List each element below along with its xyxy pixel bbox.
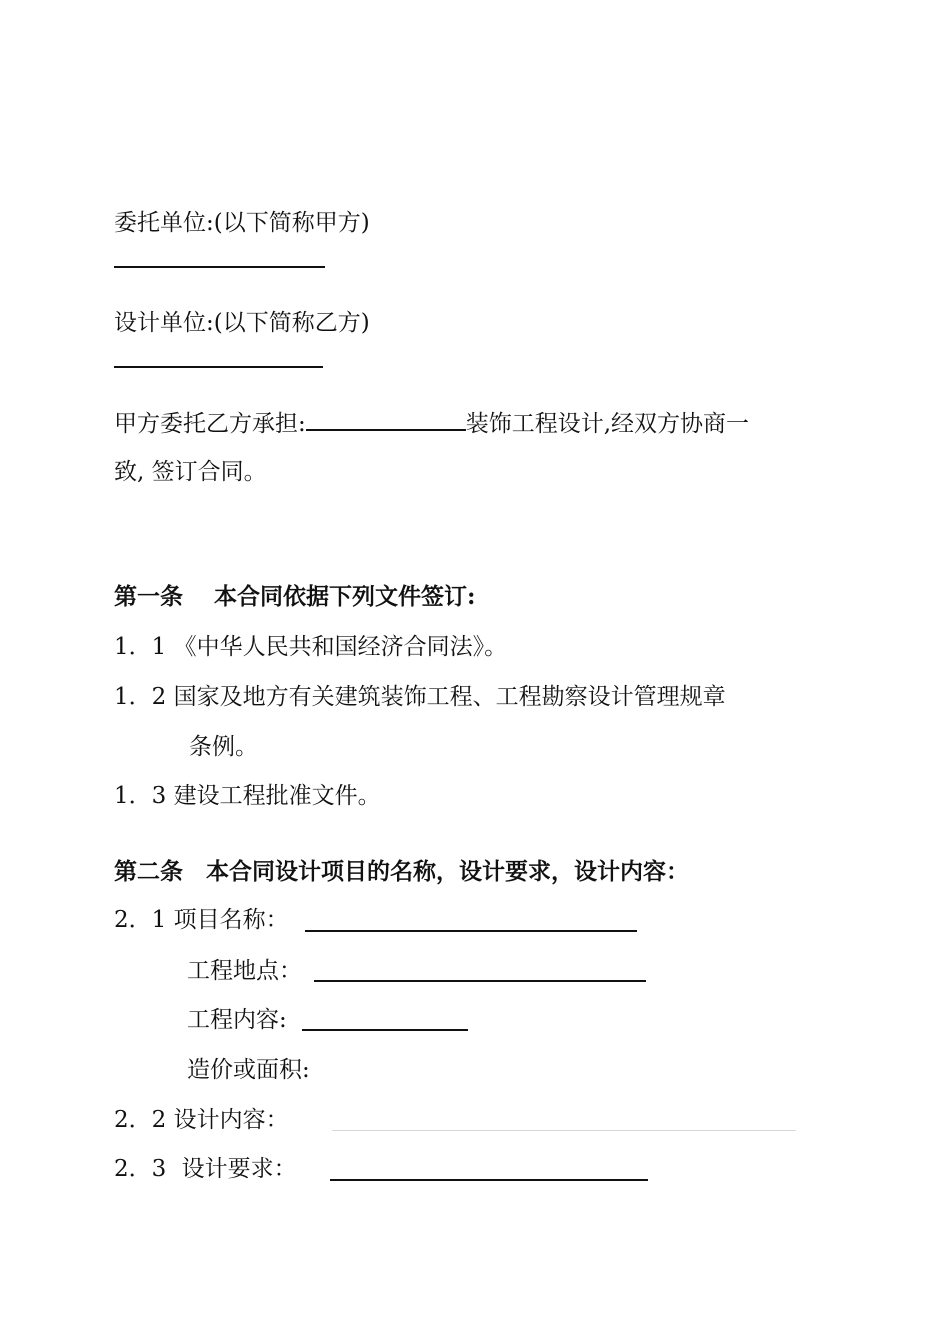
item-number: 2．3 bbox=[114, 1156, 167, 1182]
article1-item-2-continued: 条例。 bbox=[189, 734, 258, 760]
intro-text-after: 装饰工程设计,经双方协商一 bbox=[465, 411, 750, 437]
article2-heading: 第二条 本合同设计项目的名称，设计要求，设计内容： bbox=[114, 858, 689, 885]
item-text: 建设工程批准文件。 bbox=[173, 783, 381, 809]
item-number: 1．3 bbox=[114, 783, 167, 809]
client-blank bbox=[114, 266, 325, 268]
intro-line-2: 致, 签订合同。 bbox=[114, 459, 267, 485]
design-content-label: 设计内容： bbox=[173, 1107, 289, 1133]
location-blank bbox=[314, 980, 646, 982]
article2-item-1 bbox=[114, 905, 289, 935]
content-label: 工程内容: bbox=[187, 1007, 287, 1033]
content-blank bbox=[302, 1029, 468, 1031]
item-number: 1．1 bbox=[114, 634, 167, 660]
item-number: 1．2 bbox=[114, 684, 167, 710]
designer-label: 设计单位:(以下简称乙方) bbox=[114, 310, 370, 336]
location-label: 工程地点： bbox=[187, 958, 302, 984]
article2-item-3 bbox=[114, 1154, 297, 1184]
article1-item-3 bbox=[114, 781, 381, 811]
item-text: 国家及地方有关建筑装饰工程、工程勘察设计管理规章 bbox=[173, 684, 726, 710]
article1-item-2 bbox=[114, 682, 726, 712]
article2-item-2 bbox=[114, 1105, 289, 1135]
design-content-blank bbox=[332, 1130, 796, 1131]
client-label: 委托单位:(以下简称甲方) bbox=[114, 210, 370, 236]
project-name-label: 项目名称： bbox=[173, 907, 289, 933]
cost-label: 造价或面积: bbox=[187, 1057, 310, 1083]
design-requirement-blank bbox=[330, 1179, 648, 1181]
intro-line-1 bbox=[114, 407, 749, 439]
project-blank bbox=[306, 407, 466, 431]
item-number: 2．2 bbox=[114, 1107, 167, 1133]
project-name-blank bbox=[305, 930, 637, 932]
article1-heading: 第一条 本合同依据下列文件签订: bbox=[114, 583, 476, 610]
design-requirement-label: 设计要求： bbox=[181, 1156, 297, 1182]
item-number: 2．1 bbox=[114, 907, 167, 933]
intro-text-before: 甲方委托乙方承担: bbox=[114, 411, 306, 437]
article1-item-1 bbox=[114, 632, 507, 662]
designer-blank bbox=[114, 366, 323, 368]
item-text: 《中华人民共和国经济合同法》。 bbox=[173, 634, 508, 660]
